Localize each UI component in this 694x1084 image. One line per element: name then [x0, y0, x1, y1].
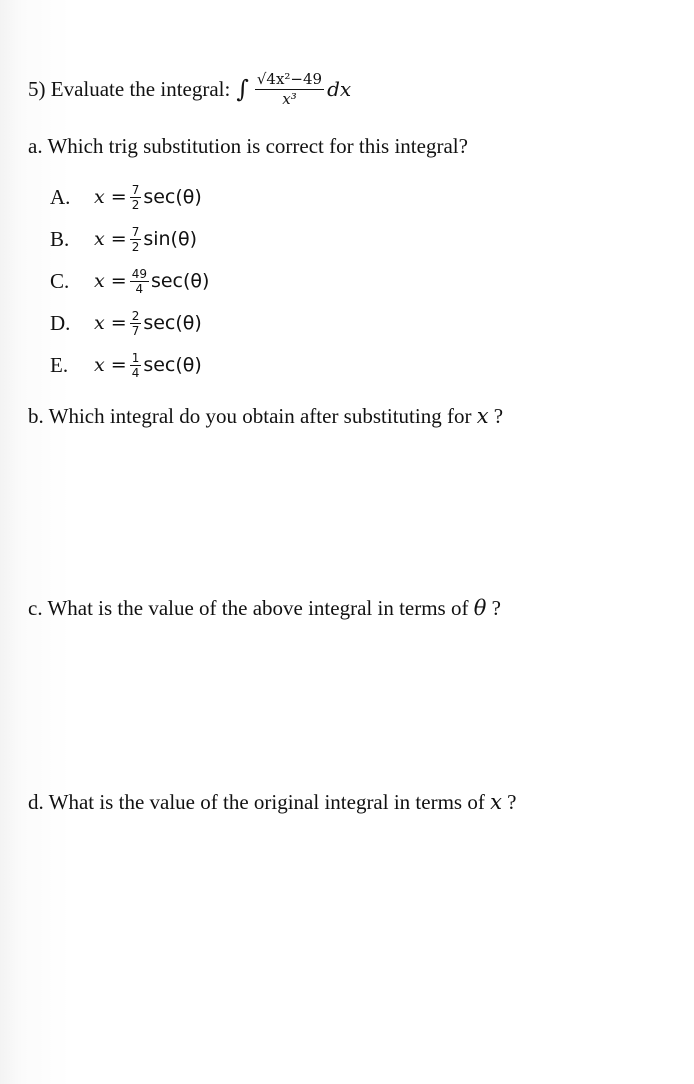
coefficient-denominator: 2 [131, 197, 140, 212]
part-d-prompt [28, 790, 517, 815]
numerator-text: √4x²−49 [256, 69, 323, 88]
equals-sign: = [104, 270, 127, 292]
option-function: sec(θ) [143, 312, 202, 334]
variable-x: x [94, 312, 105, 334]
equals-sign: = [104, 312, 127, 334]
part-d-text: d. What is the value of the original integral in terms of [28, 790, 485, 814]
coefficient-denominator: 4 [131, 365, 140, 380]
option-coefficient [130, 352, 142, 379]
option-lhs [94, 354, 127, 376]
option-function: sin(θ) [143, 228, 197, 250]
part-c-end: ? [486, 596, 501, 620]
option-c[interactable] [50, 262, 209, 300]
option-coefficient [130, 184, 142, 211]
variable-x: x [94, 228, 105, 250]
option-letter: C. [50, 268, 70, 293]
part-c-text: c. What is the value of the above integral in terms of [28, 596, 469, 620]
option-letter: B. [50, 226, 70, 251]
differential: dx [327, 77, 352, 101]
variable-x: x [94, 186, 105, 208]
question-label: 5) Evaluate the integral: [28, 76, 231, 101]
coefficient-denominator: 7 [131, 323, 140, 338]
coefficient-numerator: 2 [131, 308, 140, 323]
option-coefficient [130, 226, 142, 253]
option-b[interactable] [50, 220, 197, 258]
coefficient-numerator: 1 [131, 350, 140, 365]
option-lhs [94, 186, 127, 208]
option-e[interactable] [50, 346, 202, 384]
part-a-prompt: a. Which trig substitution is correct for this integral? [28, 134, 468, 158]
integrand-denominator: x³ [282, 89, 297, 108]
part-b-prompt [28, 404, 503, 429]
option-coefficient [130, 310, 142, 337]
part-b-variable: x [476, 404, 489, 428]
option-lhs [94, 228, 127, 250]
equals-sign: = [104, 186, 127, 208]
option-d[interactable] [50, 304, 202, 342]
option-letter: A. [50, 184, 71, 209]
question-header [28, 64, 351, 114]
coefficient-denominator: 2 [131, 239, 140, 254]
part-d-end: ? [501, 790, 517, 814]
coefficient-numerator: 7 [131, 182, 140, 197]
coefficient-numerator: 7 [131, 224, 140, 239]
integrand-fraction [255, 69, 324, 108]
option-lhs [94, 312, 127, 334]
integral-symbol: ∫ [236, 75, 249, 103]
part-b-text: b. Which integral do you obtain after substituting for [28, 404, 472, 428]
part-c-variable: θ [473, 596, 487, 620]
coefficient-numerator: 49 [131, 266, 147, 281]
part-c-prompt [28, 596, 501, 621]
option-function: sec(θ) [143, 186, 202, 208]
coefficient-denominator: 4 [135, 281, 144, 296]
integrand-numerator [255, 69, 324, 88]
equals-sign: = [104, 228, 127, 250]
option-function: sec(θ) [143, 354, 202, 376]
part-b-end: ? [488, 404, 504, 428]
option-letter: D. [50, 310, 71, 335]
equals-sign: = [104, 354, 127, 376]
option-a[interactable] [50, 178, 202, 216]
option-coefficient [130, 268, 149, 295]
variable-x: x [94, 270, 105, 292]
variable-x: x [94, 354, 105, 376]
option-letter: E. [50, 352, 69, 377]
part-d-variable: x [490, 790, 502, 814]
option-function: sec(θ) [150, 270, 210, 292]
option-lhs [94, 270, 127, 292]
